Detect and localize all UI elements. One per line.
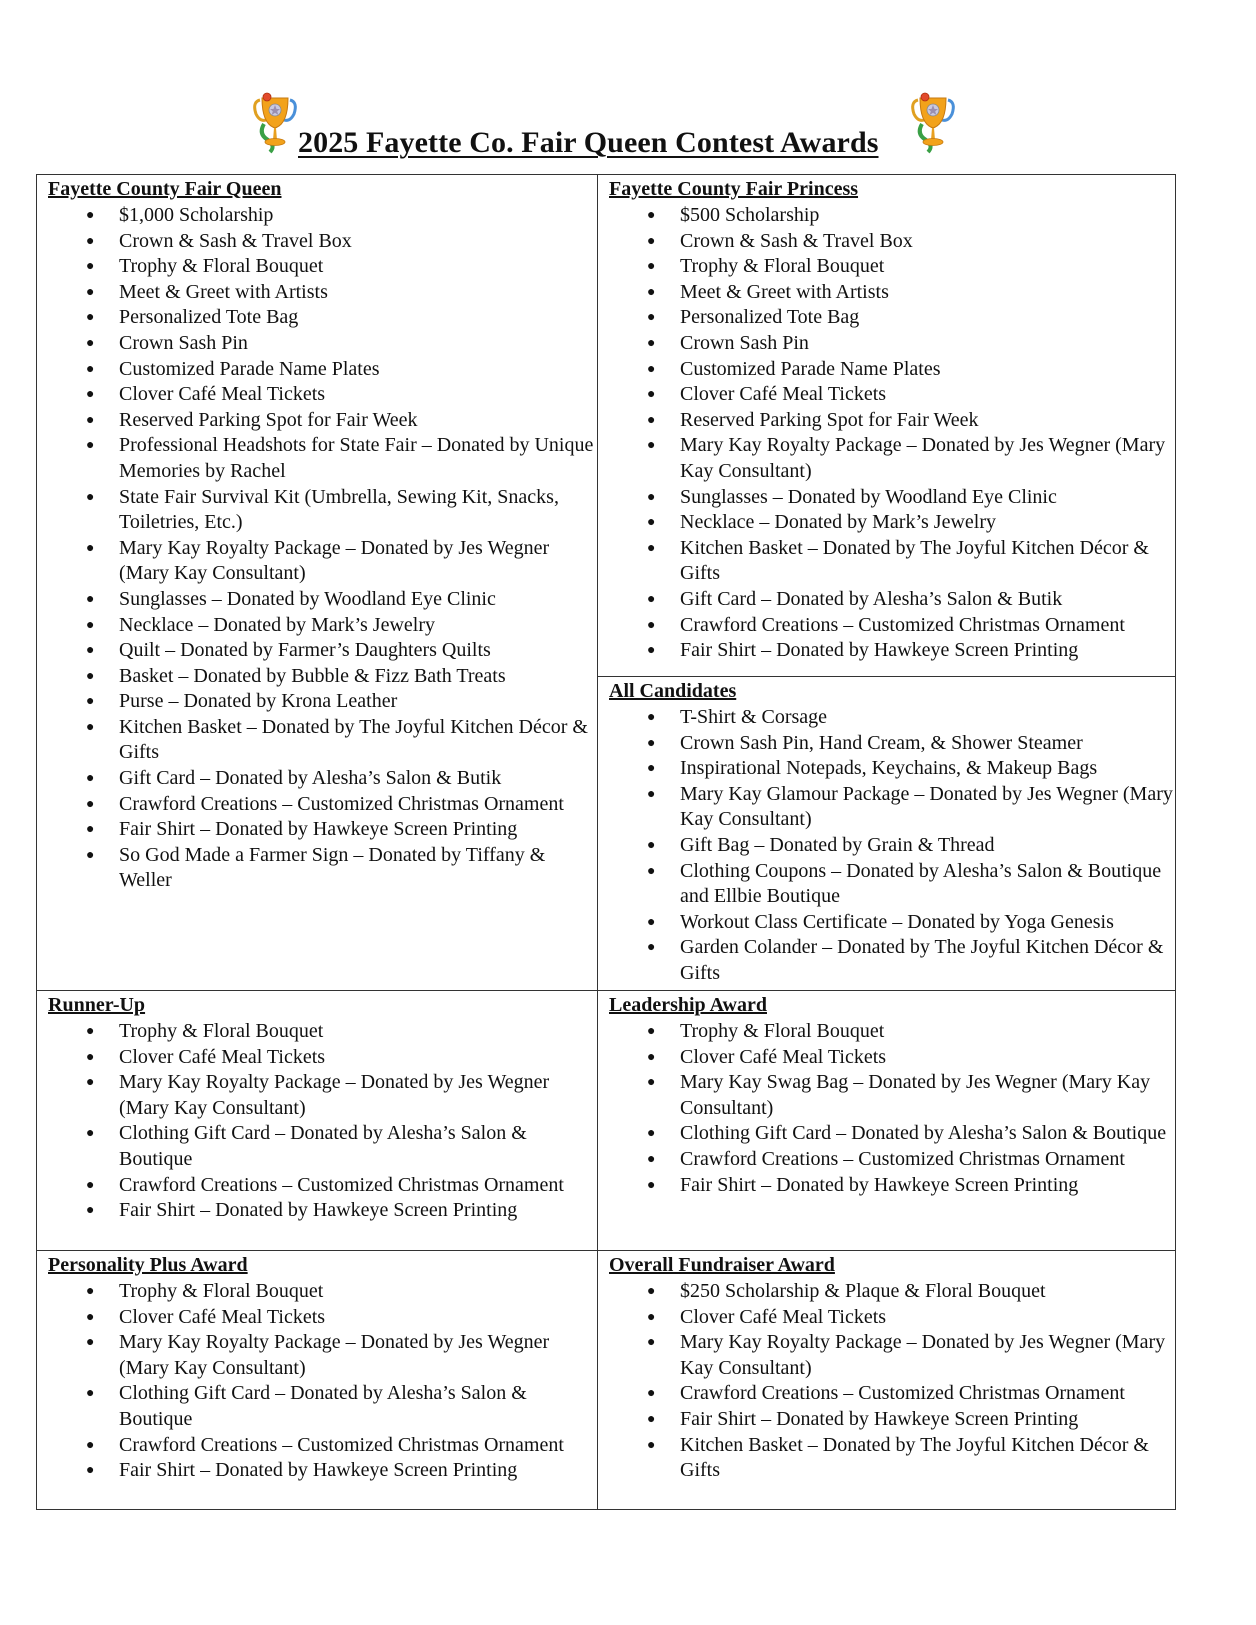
bullet-icon [86, 1305, 94, 1331]
award-item [609, 1070, 1175, 1121]
award-item-text: Personalized Tote Bag [119, 306, 299, 329]
award-item [48, 229, 596, 255]
award-item-text: Mary Kay Swag Bag – Donated by Jes Wegner (Mary Kay Consultant) [680, 1071, 1151, 1119]
bullet-icon [86, 305, 94, 331]
bullet-icon [86, 1173, 94, 1199]
award-item-text: Clover Café Meal Tickets [119, 383, 326, 406]
section-queen [48, 177, 596, 894]
bullet-icon [647, 1121, 655, 1147]
award-item [609, 1147, 1175, 1173]
award-item-text: Reserved Parking Spot for Fair Week [119, 408, 418, 431]
bullet-icon [647, 782, 655, 808]
award-item-text: Crown Sash Pin, Hand Cream, & Shower Steamer [680, 731, 1083, 754]
bullet-icon [86, 1045, 94, 1071]
bullet-icon [86, 229, 94, 255]
award-item [48, 408, 596, 434]
award-item-text: Crown Sash Pin [119, 331, 248, 354]
bullet-icon [647, 254, 655, 280]
award-item [48, 715, 596, 766]
award-item [609, 935, 1175, 986]
bullet-icon [647, 705, 655, 731]
award-item-text: Personalized Tote Bag [680, 306, 860, 329]
award-item [609, 859, 1175, 910]
award-item-text: Inspirational Notepads, Keychains, & Makeup Bags [680, 757, 1098, 780]
award-item-text: Mary Kay Royalty Package – Donated by Jes Wegner (Mary Kay Consultant) [119, 536, 550, 585]
award-item [48, 331, 596, 357]
award-item [609, 1381, 1175, 1407]
bullet-icon [86, 408, 94, 434]
award-item [48, 587, 596, 613]
award-item [48, 766, 596, 792]
bullet-icon [86, 382, 94, 408]
bullet-icon [647, 510, 655, 536]
award-item-text: Meet & Greet with Artists [680, 280, 889, 303]
award-item-text: Clover Café Meal Tickets [119, 1045, 326, 1068]
award-item-text: Clover Café Meal Tickets [680, 1045, 887, 1068]
award-item [609, 229, 1175, 255]
award-list [48, 1279, 596, 1484]
award-item [609, 485, 1175, 511]
bullet-icon [86, 1330, 94, 1356]
award-list [609, 1279, 1175, 1484]
bullet-icon [647, 203, 655, 229]
award-item-text: Gift Card – Donated by Alesha’s Salon & Butik [680, 587, 1063, 610]
bullet-icon [647, 613, 655, 639]
bullet-icon [647, 1173, 655, 1199]
section-heading: Personality Plus Award [48, 1254, 248, 1276]
award-item [609, 638, 1175, 664]
award-item [609, 536, 1175, 587]
award-item [609, 1045, 1175, 1071]
bullet-icon [647, 1330, 655, 1356]
award-item-text: Fair Shirt – Donated by Hawkeye Screen Printing [680, 639, 1079, 662]
award-item [609, 756, 1175, 782]
bullet-icon [647, 638, 655, 664]
bullet-icon [86, 485, 94, 511]
bullet-icon [647, 756, 655, 782]
award-item-text: Trophy & Floral Bouquet [119, 1280, 324, 1302]
award-item-text: So God Made a Farmer Sign – Donated by Tiffany & Weller [119, 843, 546, 892]
award-item-text: Reserved Parking Spot for Fair Week [680, 408, 979, 431]
award-item-text: Kitchen Basket – Donated by The Joyful Kitchen Décor & Gifts [680, 1433, 1149, 1482]
award-item-text: $500 Scholarship [680, 204, 820, 226]
bullet-icon [86, 766, 94, 792]
award-item-text: Customized Parade Name Plates [680, 357, 941, 380]
award-item [48, 1121, 596, 1172]
award-item-text: Clothing Coupons – Donated by Alesha’s Salon & Boutique and Ellbie Boutique [680, 859, 1162, 908]
award-item [609, 1330, 1175, 1381]
bullet-icon [647, 1381, 655, 1407]
bullet-icon [647, 935, 655, 961]
award-item-text: Clothing Gift Card – Donated by Alesha’s Salon & Boutique [119, 1122, 527, 1170]
award-item-text: Basket – Donated by Bubble & Fizz Bath Treats [119, 664, 506, 687]
award-item-text: Crown Sash Pin [680, 331, 809, 354]
award-item-text: Workout Class Certificate – Donated by Yoga Genesis [680, 910, 1114, 933]
bullet-icon [86, 536, 94, 562]
award-item [48, 1279, 596, 1305]
section-personality-plus [48, 1253, 596, 1484]
award-item [609, 382, 1175, 408]
section-heading: Overall Fundraiser Award [609, 1254, 835, 1276]
section-princess [609, 177, 1175, 664]
award-item [609, 731, 1175, 757]
award-item-text: Crawford Creations – Customized Christmas Ornament [119, 1433, 564, 1456]
section-heading: Leadership Award [609, 994, 767, 1016]
bullet-icon [86, 792, 94, 818]
bullet-icon [647, 305, 655, 331]
award-item-text: Garden Colander – Donated by The Joyful Kitchen Décor & Gifts [680, 936, 1164, 984]
bullet-icon [647, 833, 655, 859]
trophy-icon [250, 90, 300, 154]
award-item-text: Trophy & Floral Bouquet [680, 1020, 885, 1042]
award-item-text: Sunglasses – Donated by Woodland Eye Clinic [119, 587, 496, 610]
bullet-icon [86, 638, 94, 664]
award-item [609, 408, 1175, 434]
bullet-icon [647, 910, 655, 936]
section-heading: Runner-Up [48, 994, 146, 1016]
bullet-icon [647, 229, 655, 255]
bullet-icon [86, 254, 94, 280]
award-item-text: Trophy & Floral Bouquet [119, 255, 324, 278]
award-item-text: State Fair Survival Kit (Umbrella, Sewing Kit, Snacks, Toiletries, Etc.) [119, 485, 559, 534]
page-title: 2025 Fayette Co. Fair Queen Contest Awards [298, 126, 879, 159]
award-item [609, 433, 1175, 484]
award-item-text: Fair Shirt – Donated by Hawkeye Screen Printing [119, 1199, 518, 1222]
award-item-text: $250 Scholarship & Plaque & Floral Bouquet [680, 1280, 1046, 1302]
award-item [609, 1407, 1175, 1433]
section-heading: Fayette County Fair Princess [609, 178, 859, 200]
award-item-text: T-Shirt & Corsage [680, 706, 828, 728]
award-item-text: Clover Café Meal Tickets [680, 383, 887, 406]
bullet-icon [86, 1121, 94, 1147]
award-item [48, 1198, 596, 1224]
award-item [48, 817, 596, 843]
page-header [0, 88, 1256, 170]
award-item [609, 1279, 1175, 1305]
award-item [609, 613, 1175, 639]
award-item [48, 203, 596, 229]
award-item [48, 280, 596, 306]
award-item-text: Gift Bag – Donated by Grain & Thread [680, 833, 995, 856]
bullet-icon [647, 536, 655, 562]
award-item [609, 1305, 1175, 1331]
row-divider [37, 1250, 1176, 1251]
award-item-text: Mary Kay Glamour Package – Donated by Jes Wegner (Mary Kay Consultant) [680, 782, 1173, 831]
award-item-text: Trophy & Floral Bouquet [119, 1020, 324, 1042]
award-item-text: Mary Kay Royalty Package – Donated by Jes Wegner (Mary Kay Consultant) [119, 1071, 550, 1119]
bullet-icon [86, 280, 94, 306]
bullet-icon [647, 1279, 655, 1305]
award-item [48, 1305, 596, 1331]
award-item-text: Fair Shirt – Donated by Hawkeye Screen Printing [680, 1407, 1079, 1430]
award-item [48, 613, 596, 639]
award-list [609, 1019, 1175, 1198]
award-item [48, 1173, 596, 1199]
award-item [48, 843, 596, 894]
award-item [48, 638, 596, 664]
column-divider [597, 175, 598, 1509]
bullet-icon [86, 1458, 94, 1484]
award-item-text: Clothing Gift Card – Donated by Alesha’s Salon & Boutique [680, 1122, 1167, 1145]
award-item-text: Kitchen Basket – Donated by The Joyful Kitchen Décor & Gifts [680, 536, 1149, 585]
award-item [609, 1173, 1175, 1199]
award-item [609, 1433, 1175, 1484]
award-item-text: Mary Kay Royalty Package – Donated by Jes Wegner (Mary Kay Consultant) [119, 1331, 550, 1379]
award-item-text: Necklace – Donated by Mark’s Jewelry [119, 613, 435, 636]
award-item-text: Fair Shirt – Donated by Hawkeye Screen Printing [680, 1173, 1079, 1196]
section-heading: Fayette County Fair Queen [48, 178, 282, 200]
award-item [609, 203, 1175, 229]
bullet-icon [86, 1070, 94, 1096]
award-item-text: Clothing Gift Card – Donated by Alesha’s Salon & Boutique [119, 1382, 527, 1430]
award-item [609, 254, 1175, 280]
bullet-icon [86, 613, 94, 639]
bullet-icon [86, 331, 94, 357]
award-item-text: Quilt – Donated by Farmer’s Daughters Quilts [119, 639, 491, 662]
award-item-text: Mary Kay Royalty Package – Donated by Jes Wegner (Mary Kay Consultant) [680, 434, 1166, 482]
award-list [48, 203, 596, 894]
award-item [48, 382, 596, 408]
award-item [609, 357, 1175, 383]
award-item [48, 792, 596, 818]
trophy-icon [908, 90, 958, 154]
award-item-text: Sunglasses – Donated by Woodland Eye Clinic [680, 485, 1057, 508]
section-leadership [609, 993, 1175, 1198]
bullet-icon [86, 843, 94, 869]
section-heading: All Candidates [609, 680, 737, 702]
award-item-text: Crawford Creations – Customized Christmas Ornament [680, 1382, 1125, 1405]
award-item [48, 1381, 596, 1432]
award-item-text: $1,000 Scholarship [119, 204, 274, 226]
bullet-icon [647, 731, 655, 757]
award-item-text: Meet & Greet with Artists [119, 280, 328, 303]
award-item-text: Clover Café Meal Tickets [680, 1305, 887, 1328]
bullet-icon [86, 1198, 94, 1224]
award-item [48, 1045, 596, 1071]
award-item-text: Kitchen Basket – Donated by The Joyful Kitchen Décor & Gifts [119, 715, 588, 764]
row-divider [598, 676, 1176, 677]
award-item-text: Crown & Sash & Travel Box [680, 229, 913, 252]
bullet-icon [86, 1433, 94, 1459]
bullet-icon [647, 280, 655, 306]
award-item-text: Fair Shirt – Donated by Hawkeye Screen Printing [119, 818, 518, 841]
award-item [48, 357, 596, 383]
award-item [48, 1433, 596, 1459]
bullet-icon [86, 715, 94, 741]
awards-table [36, 174, 1176, 1510]
award-item [609, 910, 1175, 936]
award-item [48, 305, 596, 331]
award-item [609, 833, 1175, 859]
section-all-candidates [609, 679, 1175, 987]
bullet-icon [86, 664, 94, 690]
award-item-text: Mary Kay Royalty Package – Donated by Jes Wegner (Mary Kay Consultant) [680, 1331, 1166, 1379]
award-item [609, 1019, 1175, 1045]
award-item [609, 782, 1175, 833]
bullet-icon [647, 1407, 655, 1433]
award-list [609, 203, 1175, 664]
bullet-icon [86, 587, 94, 613]
bullet-icon [647, 1147, 655, 1173]
award-item-text: Customized Parade Name Plates [119, 357, 380, 380]
bullet-icon [86, 433, 94, 459]
award-item [48, 254, 596, 280]
award-item-text: Gift Card – Donated by Alesha’s Salon & Butik [119, 767, 502, 790]
award-item-text: Crawford Creations – Customized Christmas Ornament [680, 1147, 1125, 1170]
bullet-icon [647, 382, 655, 408]
award-item [48, 664, 596, 690]
award-item-text: Crawford Creations – Customized Christmas Ornament [119, 1173, 564, 1196]
award-item [48, 433, 596, 484]
row-divider [37, 990, 1176, 991]
award-list [609, 705, 1175, 987]
bullet-icon [647, 1070, 655, 1096]
bullet-icon [647, 433, 655, 459]
section-runner-up [48, 993, 596, 1224]
award-item [609, 587, 1175, 613]
award-item [48, 1458, 596, 1484]
award-list [48, 1019, 596, 1224]
bullet-icon [647, 408, 655, 434]
award-item [609, 331, 1175, 357]
award-item-text: Professional Headshots for State Fair – Donated by Unique Memories by Rachel [119, 434, 594, 482]
award-item [48, 1019, 596, 1045]
award-item [609, 705, 1175, 731]
award-item [48, 485, 596, 536]
award-item-text: Crawford Creations – Customized Christmas Ornament [680, 613, 1125, 636]
award-item-text: Crown & Sash & Travel Box [119, 229, 352, 252]
bullet-icon [647, 1433, 655, 1459]
bullet-icon [647, 859, 655, 885]
award-item-text: Clover Café Meal Tickets [119, 1305, 326, 1328]
bullet-icon [86, 357, 94, 383]
section-fundraiser [609, 1253, 1175, 1484]
award-item [609, 305, 1175, 331]
bullet-icon [647, 357, 655, 383]
award-item-text: Trophy & Floral Bouquet [680, 255, 885, 278]
bullet-icon [86, 1019, 94, 1045]
award-item-text: Fair Shirt – Donated by Hawkeye Screen Printing [119, 1459, 518, 1482]
bullet-icon [86, 203, 94, 229]
bullet-icon [647, 485, 655, 511]
bullet-icon [647, 1045, 655, 1071]
bullet-icon [86, 1381, 94, 1407]
bullet-icon [647, 331, 655, 357]
bullet-icon [86, 689, 94, 715]
bullet-icon [86, 817, 94, 843]
bullet-icon [647, 587, 655, 613]
bullet-icon [647, 1019, 655, 1045]
award-item [609, 1121, 1175, 1147]
bullet-icon [86, 1279, 94, 1305]
award-item [609, 510, 1175, 536]
bullet-icon [647, 1305, 655, 1331]
award-item [48, 689, 596, 715]
award-item [609, 280, 1175, 306]
award-item-text: Purse – Donated by Krona Leather [119, 690, 398, 713]
award-item-text: Necklace – Donated by Mark’s Jewelry [680, 511, 996, 534]
award-item [48, 536, 596, 587]
award-item [48, 1330, 596, 1381]
award-item-text: Crawford Creations – Customized Christmas Ornament [119, 792, 564, 815]
award-item [48, 1070, 596, 1121]
